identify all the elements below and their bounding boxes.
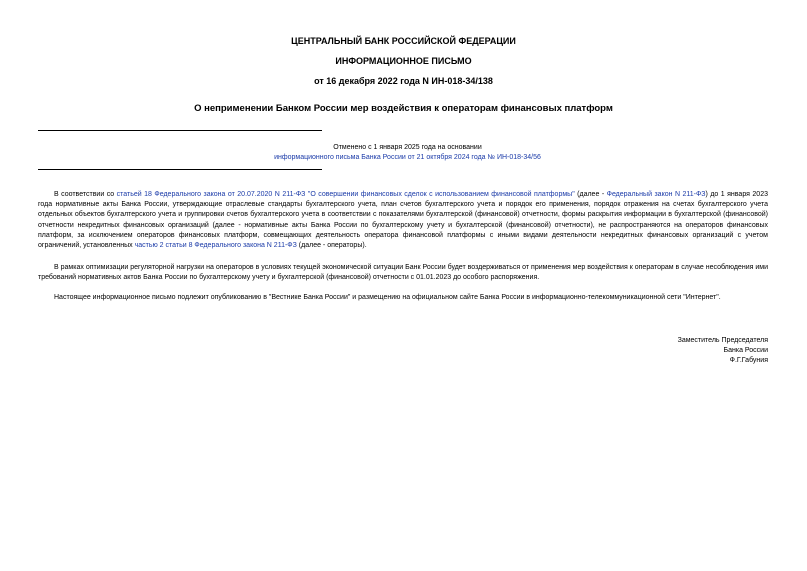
paragraph-2 [38, 263, 768, 283]
paragraph-1-text-d: (далее - операторы). [296, 242, 367, 250]
document-type-heading: ИНФОРМАЦИОННОЕ ПИСЬМО [335, 56, 472, 66]
document-title: О неприменении Банком России мер воздействия к операторам финансовых платформ [194, 103, 613, 114]
divider-top [38, 130, 322, 131]
cancellation-link[interactable]: информационного письма Банка России от 21 октября 2024 года № ИН-018-34/56 [274, 154, 541, 161]
cancellation-note: Отменено с 1 января 2025 года на основании [333, 144, 482, 151]
paragraph-1-text-b: (далее - [574, 191, 607, 198]
law-article-8-link[interactable]: частью 2 статьи 8 Федерального закона N 211-ФЗ [134, 242, 297, 250]
paragraph-3-text: Настоящее информационное письмо подлежит опубликованию в "Вестнике Банка России" и размещению на официальном сайте Банка России в информационно-телекоммуникационной сети "Интернет". [54, 294, 721, 301]
document-date-heading: от 16 декабря 2022 года N ИН-018-34/138 [314, 76, 493, 86]
cancellation-link-line [4, 153, 807, 163]
paragraph-2-text: В рамках оптимизации регуляторной нагрузки на операторов в условиях текущей экономической ситуации Банк России будет воздерживаться от применения мер воздействия к операторам в случае несоблюдения ими требований нормативных актов Банка России по бухгалтерскому учету и бухгалтерской (финансовой) отчетности с 01.01.2023 до особого распоряжения. [38, 264, 768, 282]
law-article-18-link[interactable]: статьей 18 Федерального закона от 20.07.2020 N 211-ФЗ "О совершении финансовых сделок с использованием финансовой платформы" [116, 191, 575, 198]
paragraph-1-text-c: ) до 1 января 2023 года нормативные акты Банка России, утверждающие отраслевые стандарты бухгалтерского учета, план счетов бухгалтерского учета и порядок его применения, порядок отражения на счетах бухгалтерского учета отдельных объектов бухгалтерского учета и группировки счетов бухгалтерского учета в соответствии с показателями бухгалтерской (финансовой) отчетности, формы раскрытия информации в бухгалтерской (финансовой) отчетности некредитных финансовых организаций (далее - нормативные акты Банка России по бухгалтерскому учету и бухгалтерской (финансовой) отчетности), не распространяются на операторов финансовых платформ, за исключением операторов финансовых платформ, совмещающих деятельность оператора финансовой платформы с иными видами деятельности некредитных финансовых организаций с учетом ограничений, установленных [38, 191, 768, 250]
signatory-position: Заместитель Председателя [677, 337, 768, 344]
paragraph-1-text-a: В соответствии со [54, 191, 117, 198]
paragraph-1 [38, 190, 768, 251]
issuer-heading: ЦЕНТРАЛЬНЫЙ БАНК РОССИЙСКОЙ ФЕДЕРАЦИИ [291, 36, 516, 46]
federal-law-211-link[interactable]: Федеральный закон N 211-ФЗ [606, 191, 706, 198]
signatory-name: Ф.Г.Габуния [729, 357, 768, 364]
paragraph-3 [38, 293, 768, 303]
signatory-organization: Банка России [723, 347, 768, 354]
divider-bottom [38, 169, 322, 170]
